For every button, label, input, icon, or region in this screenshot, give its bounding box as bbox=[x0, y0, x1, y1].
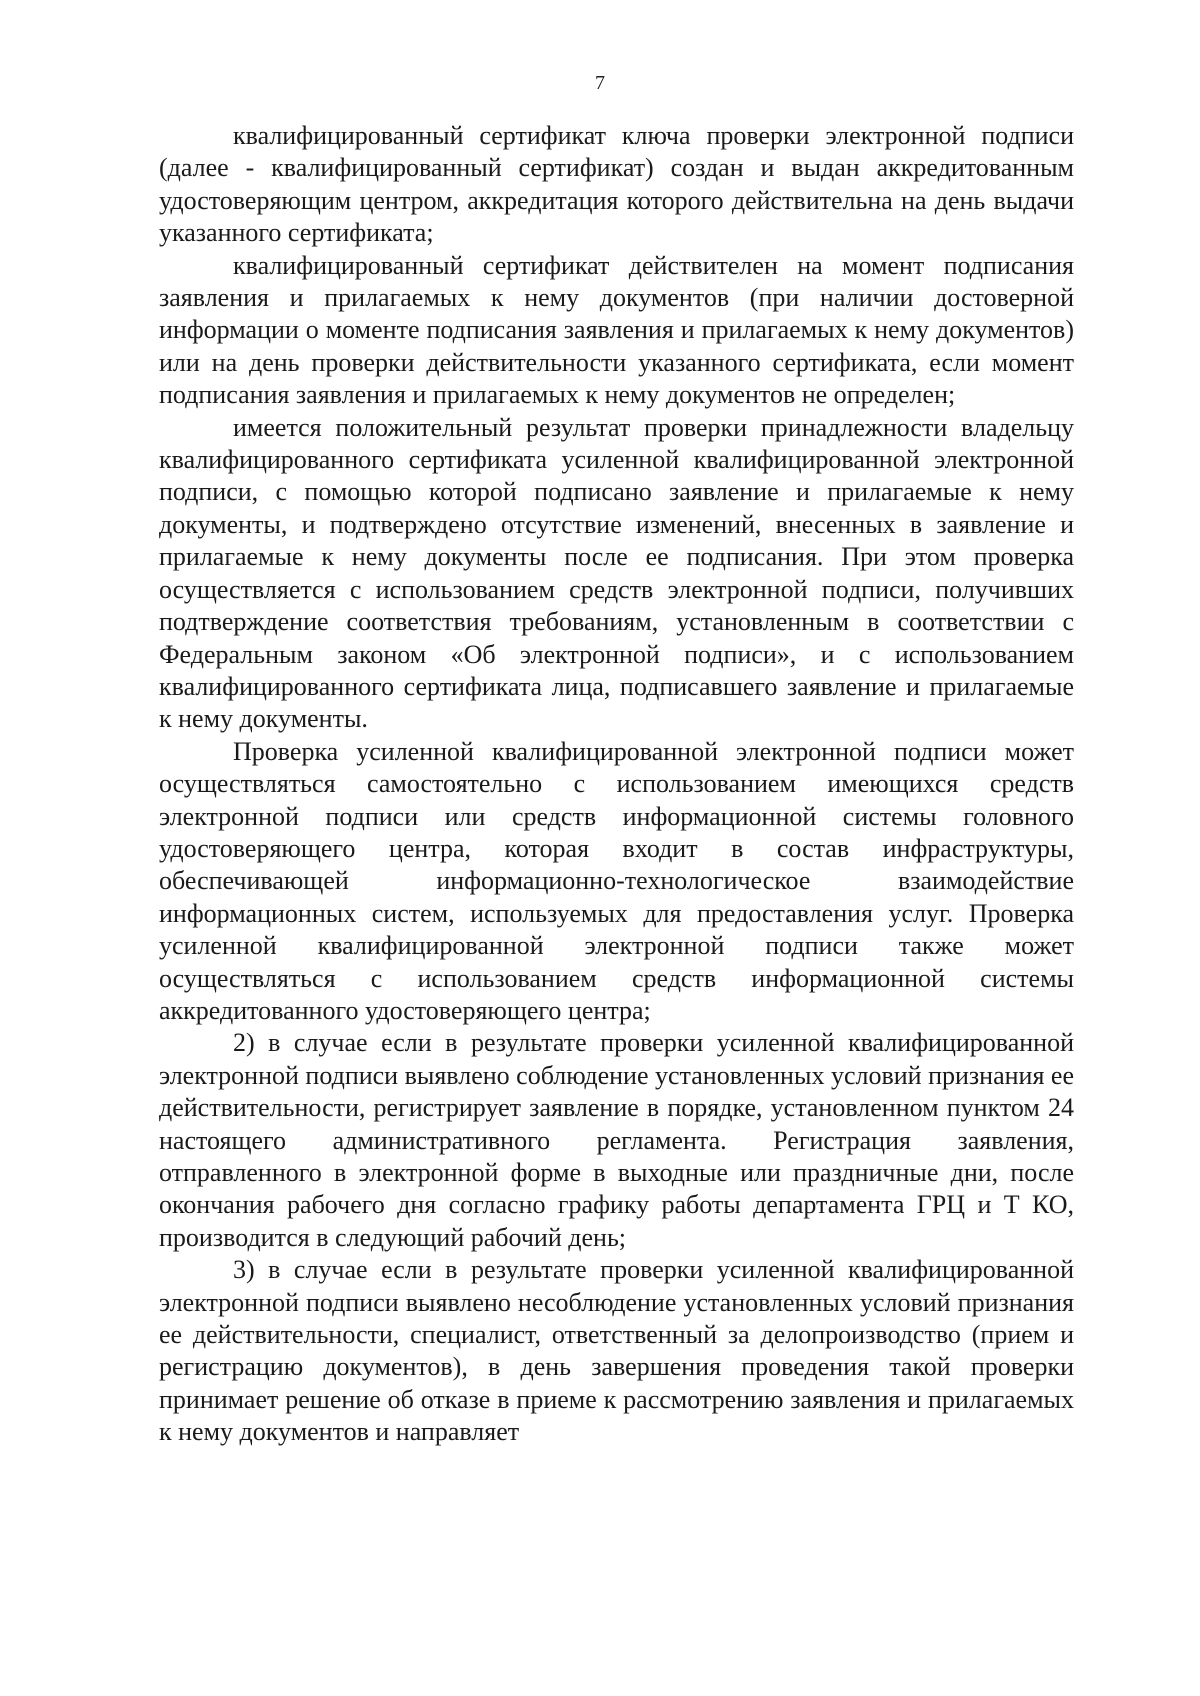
page-number: 7 bbox=[595, 72, 605, 94]
paragraph: 2) в случае если в результате проверки усиленной квалифицированной электронной подписи выявлено соблюдение установленных условий признания ее действительности, регистрирует заявление в порядке, установленном пунктом 24 настоящего административного регламента. Регистрация заявления, отправленного в электронной форме в выходные или праздничные дни, после окончания рабочего дня согласно графику работы департамента ГРЦ и Т КО, производится в следующий рабочий день; bbox=[159, 1028, 1074, 1252]
paragraph: Проверка усиленной квалифицированной электронной подписи может осуществляться самостоятельно с использованием имеющихся средств электронной подписи или средств информационной системы головного удостоверяющего центра, которая входит в состав инфраструктуры, обеспечивающей информационно-технологическое взаимодействие информационных систем, используемых для предоставления услуг. Проверка усиленной квалифицированной электронной подписи также может осуществляться с использованием средств информационной системы аккредитованного удостоверяющего центра; bbox=[159, 736, 1074, 1025]
document-body bbox=[159, 120, 1074, 1449]
paragraph: 3) в случае если в результате проверки усиленной квалифицированной электронной подписи выявлено несоблюдение установленных условий признания ее действительности, специалист, ответственный за делопроизводство (прием и регистрацию документов), в день завершения проведения такой проверки принимает решение об отказе в приеме к рассмотрению заявления и прилагаемых к нему документов и направляет bbox=[159, 1255, 1074, 1447]
paragraph: квалифицированный сертификат действителен на момент подписания заявления и прилагаемых к нему документов (при наличии достоверной информации о моменте подписания заявления и прилагаемых к нему документов) или на день проверки действительности указанного сертификата, если момент подписания заявления и прилагаемых к нему документов не определен; bbox=[159, 250, 1074, 410]
paragraph: имеется положительный результат проверки принадлежности владельцу квалифицированного сертификата усиленной квалифицированной электронной подписи, с помощью которой подписано заявление и прилагаемые к нему документы, и подтверждено отсутствие изменений, внесенных в заявление и прилагаемые к нему документы после ее подписания. При этом проверка осуществляется с использованием средств электронной подписи, получивших подтверждение соответствия требованиям, установленным в соответствии с Федеральным законом «Об электронной подписи», и с использованием квалифицированного сертификата лица, подписавшего заявление и прилагаемые к нему документы. bbox=[159, 412, 1074, 734]
paragraph: квалифицированный сертификат ключа проверки электронной подписи (далее - квалифицированный сертификат) создан и выдан аккредитованным удостоверяющим центром, аккредитация которого действительна на день выдачи указанного сертификата; bbox=[159, 121, 1074, 248]
